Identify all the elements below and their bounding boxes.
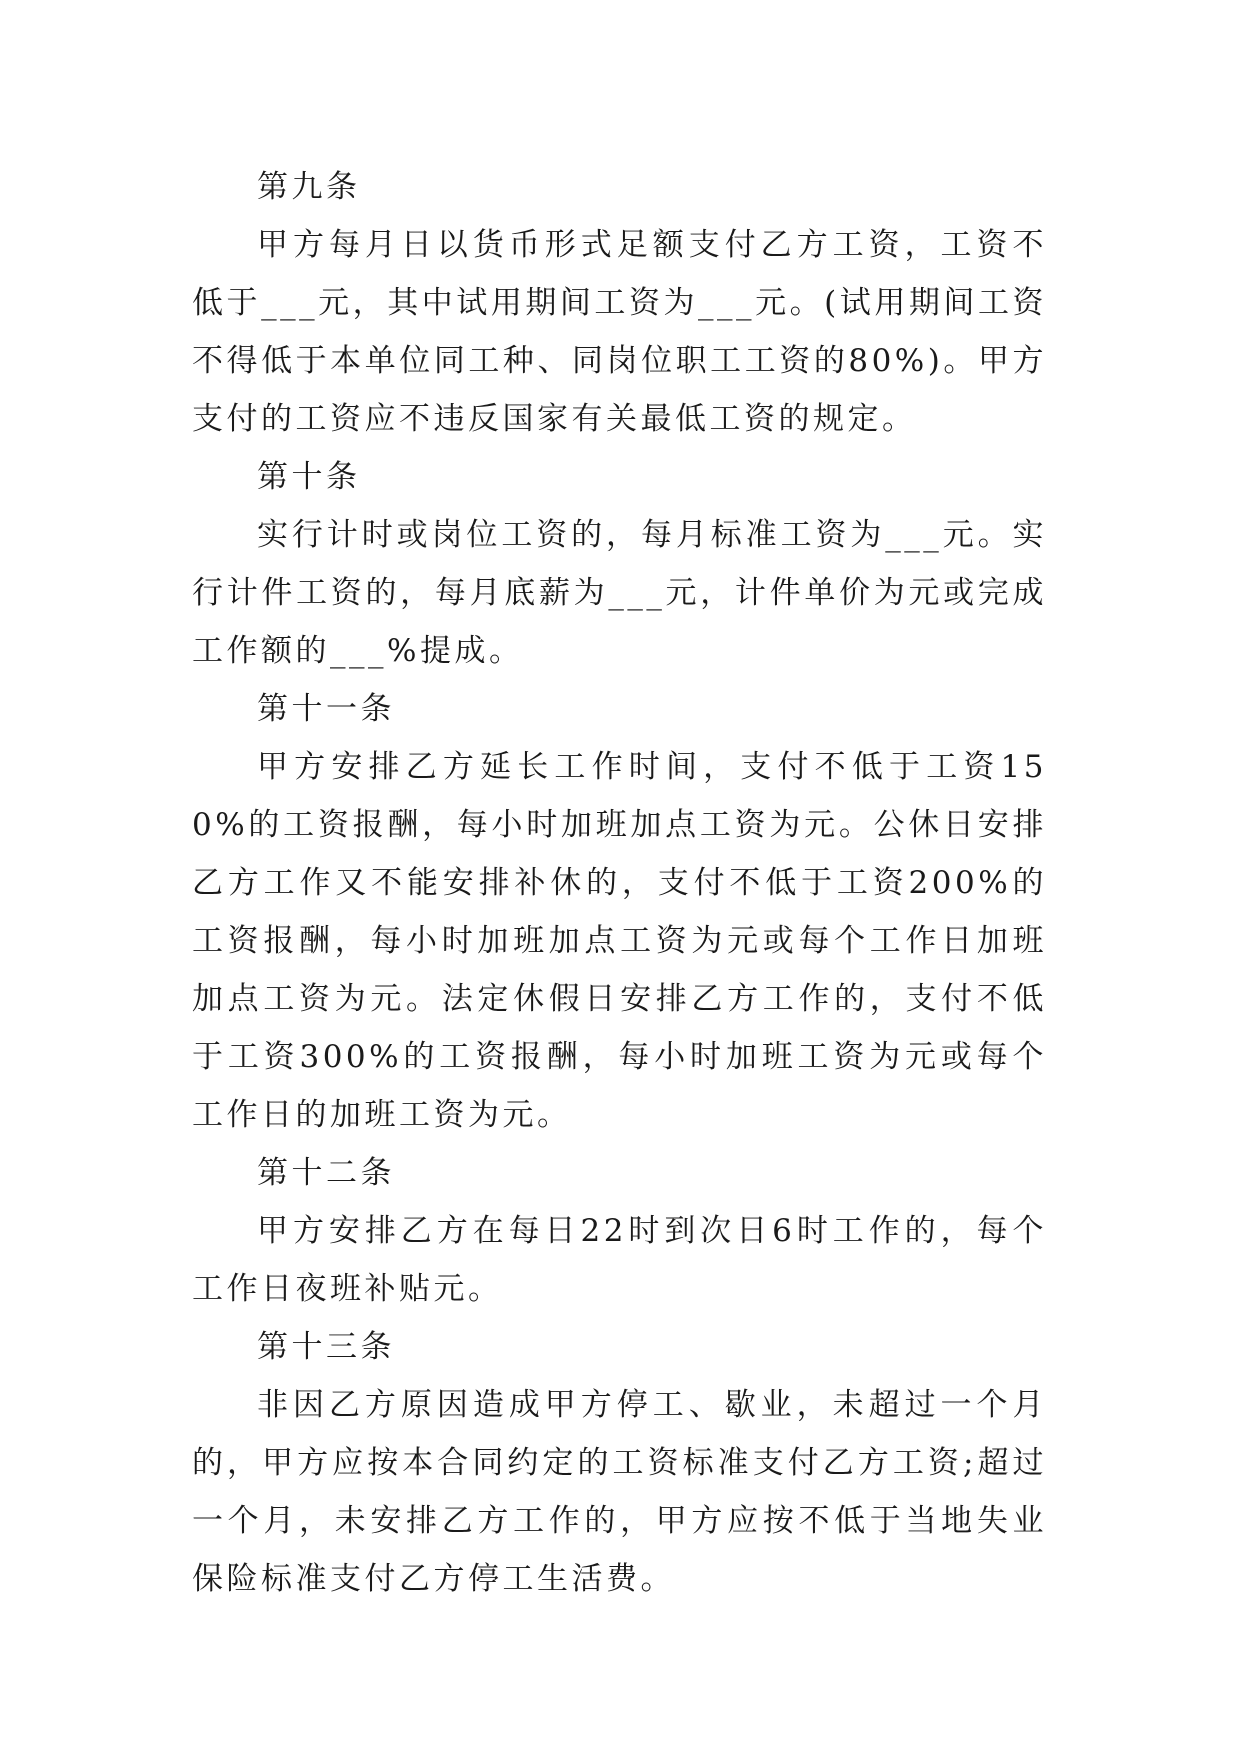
document-body: [192, 158, 1047, 1608]
article-12-heading: 第十二条: [257, 1155, 395, 1191]
article-9-heading: 第九条: [257, 169, 361, 205]
article-13-paragraph: 非因乙方原因造成甲方停工、歇业，未超过一个月的，甲方应按本合同约定的工资标准支付乙方工资;超过一个月，未安排乙方工作的，甲方应按不低于当地失业保险标准支付乙方停工生活费。: [192, 1387, 1047, 1597]
article-10-heading: 第十条: [257, 459, 361, 495]
article-9-paragraph: 甲方每月日以货币形式足额支付乙方工资，工资不低于___元，其中试用期间工资为___元。(试用期间工资不得低于本单位同工种、同岗位职工工资的80%)。甲方支付的工资应不违反国家有关最低工资的规定。: [192, 227, 1047, 437]
article-10-paragraph: 实行计时或岗位工资的，每月标准工资为___元。实行计件工资的，每月底薪为___元，计件单价为元或完成工作额的___%提成。: [192, 517, 1047, 669]
article-13-heading: 第十三条: [257, 1329, 395, 1365]
article-12-paragraph: 甲方安排乙方在每日22时到次日6时工作的，每个工作日夜班补贴元。: [192, 1213, 1047, 1307]
article-11-heading: 第十一条: [257, 691, 395, 727]
article-11-paragraph: 甲方安排乙方延长工作时间，支付不低于工资150%的工资报酬，每小时加班加点工资为元。公休日安排乙方工作又不能安排补休的，支付不低于工资200%的工资报酬，每小时加班加点工资为元或每个工作日加班加点工资为元。法定休假日安排乙方工作的，支付不低于工资300%的工资报酬，每小时加班工资为元或每个工作日的加班工资为元。: [192, 749, 1047, 1133]
